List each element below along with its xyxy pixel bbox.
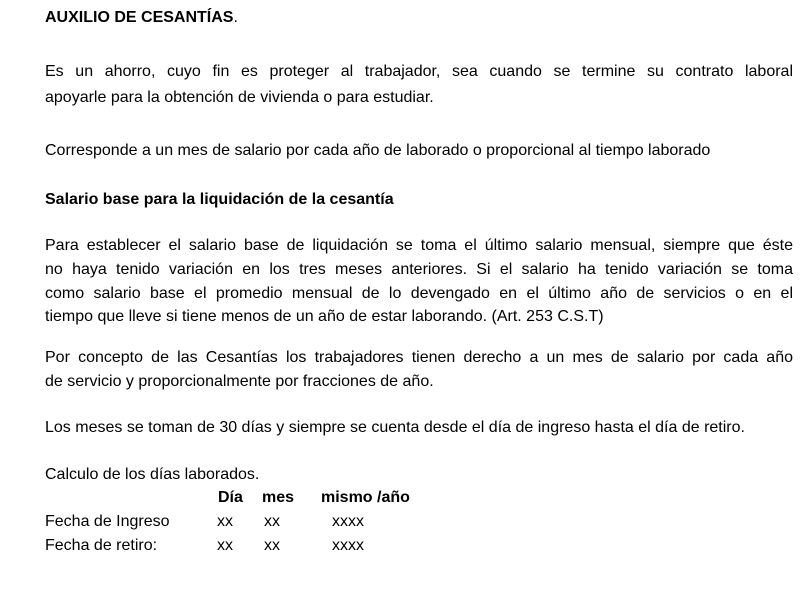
meses-paragraph: Los meses se toman de 30 días y siempre se cuenta desde el día de ingreso hasta el día de retiro. <box>45 419 745 436</box>
title-bold-text: AUXILIO DE CESANTÍAS <box>45 9 234 26</box>
table-row-ingreso-anio: xxxx <box>332 513 364 530</box>
table-row-ingreso-label: Fecha de Ingreso <box>45 513 170 530</box>
calculo-heading: Calculo de los días laborados. <box>45 466 260 483</box>
table-row-retiro-label: Fecha de retiro: <box>45 537 158 554</box>
table-row-retiro-mes: xx <box>264 537 280 554</box>
table-header-dia: Día <box>218 489 243 506</box>
table-row-retiro-dia: xx <box>217 537 233 554</box>
concepto-line-1: Por concepto de las Cesantías los trabajadores tienen derecho a un mes de salario por cada año <box>45 349 793 366</box>
base-line-4: tiempo que lleve si tiene menos de un año de estar laborando. (Art. 253 C.S.T) <box>45 308 604 325</box>
table-row-ingreso-mes: xx <box>264 513 280 530</box>
intro-line-1: Es un ahorro, cuyo fin es proteger al trabajador, sea cuando se termine su contrato laboral <box>45 63 793 80</box>
table-header-anio: mismo /año <box>321 489 410 506</box>
corresponde-paragraph: Corresponde a un mes de salario por cada año de laborado o proporcional al tiempo laborado <box>45 142 711 159</box>
base-line-1: Para establecer el salario base de liquidación se toma el último salario mensual, siempre que éste <box>45 237 793 254</box>
intro-line-2: apoyarle para la obtención de vivienda o para estudiar. <box>45 89 434 106</box>
document-page <box>45 0 793 611</box>
title-period: . <box>233 9 238 26</box>
document-title <box>45 8 238 28</box>
base-line-3: como salario base el promedio mensual de lo devengado en el último año de servicios o en el <box>45 285 793 302</box>
base-line-2: no haya tenido variación en los tres meses anteriores. Si el salario ha tenido variación se toma <box>45 261 793 278</box>
table-row-ingreso-dia: xx <box>217 513 233 530</box>
table-header-mes: mes <box>262 489 295 506</box>
table-row-retiro-anio: xxxx <box>332 537 364 554</box>
concepto-line-2: de servicio y proporcionalmente por fracciones de año. <box>45 373 434 390</box>
section-subheading: Salario base para la liquidación de la cesantía <box>45 191 394 208</box>
